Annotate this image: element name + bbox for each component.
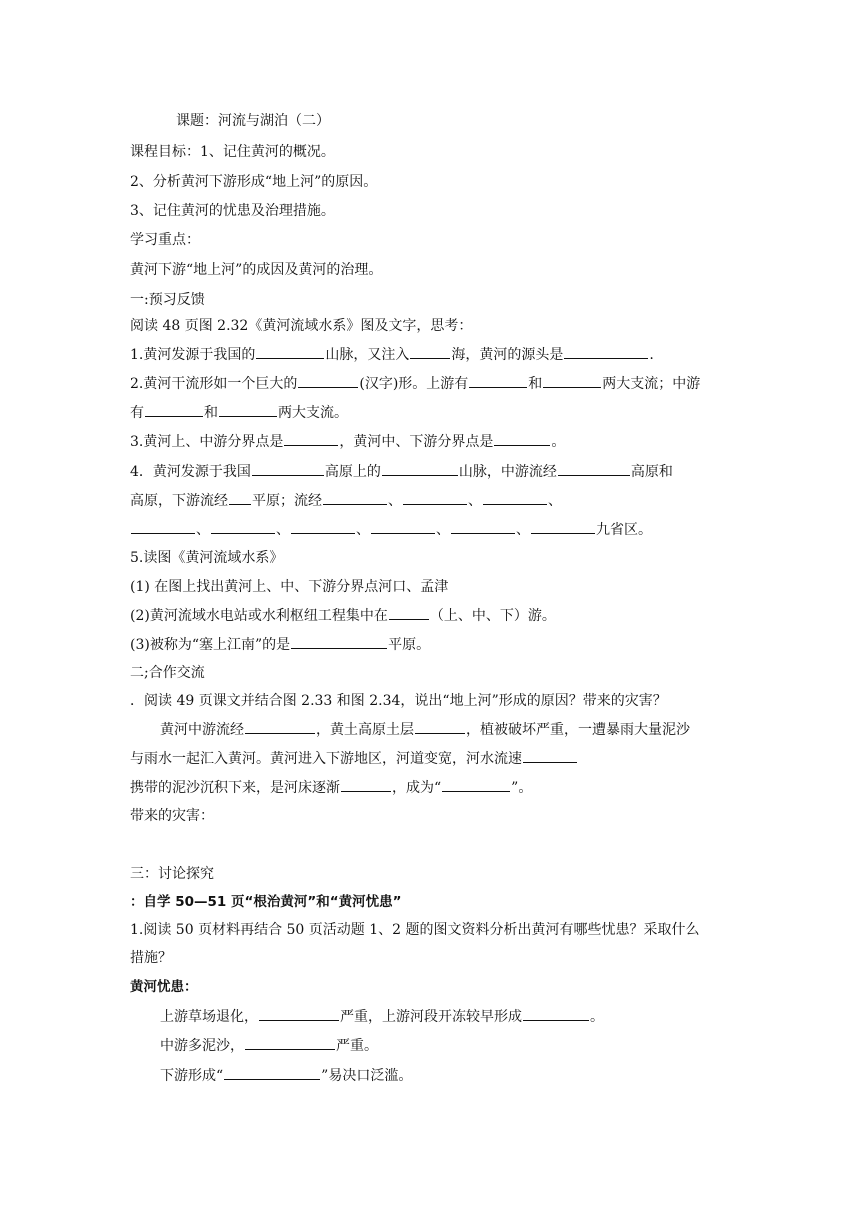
- answer-blank[interactable]: [245, 719, 315, 734]
- section-2-question: ．阅读 49 页课文并结合图 2.33 和图 2.34，说出“地上河”形成的原因？带来的灾害？: [130, 693, 667, 709]
- question-5: 5.读图《黄河流域水系》: [130, 550, 284, 566]
- answer-blank[interactable]: [131, 519, 195, 534]
- answer-blank[interactable]: [256, 344, 324, 359]
- answer-blank[interactable]: [543, 373, 601, 388]
- worry-label: 黄河忧患：: [130, 979, 198, 995]
- answer-blank[interactable]: [211, 519, 275, 534]
- answer-blank[interactable]: [389, 605, 429, 620]
- answer-blank[interactable]: [523, 1006, 589, 1021]
- answer-blank[interactable]: [451, 519, 515, 534]
- question-4-cont-2: 、 、 、 、 、 九省区。: [130, 519, 652, 539]
- page-title: 课题：河流与湖泊（二）: [176, 113, 330, 129]
- answer-blank[interactable]: [410, 344, 450, 359]
- question-4: 4．黄河发源于我国 高原上的 山脉，中游流经 高原和: [130, 461, 673, 481]
- focus-text: 黄河下游“地上河”的成因及黄河的治理。: [130, 262, 383, 278]
- answer-blank[interactable]: [229, 490, 251, 505]
- answer-blank[interactable]: [284, 431, 338, 446]
- answer-blank[interactable]: [298, 373, 358, 388]
- answer-blank[interactable]: [341, 777, 391, 792]
- answer-blank[interactable]: [382, 461, 458, 476]
- section-3-question-1-cont: 措施？: [130, 950, 172, 966]
- question-5-1: (1) 在图上找出黄河上、中、下游分界点河口、孟津: [130, 579, 449, 595]
- question-2-cont: 有 和 两大支流。: [130, 402, 348, 422]
- section-2-para-3: 携带的泥沙沉积下来，是河床逐渐 ，成为“ ”。: [130, 777, 532, 797]
- question-1: 1.黄河发源于我国的 山脉，又注入 海，黄河的源头是 .: [130, 344, 654, 364]
- answer-blank[interactable]: [291, 519, 355, 534]
- answer-blank[interactable]: [558, 461, 630, 476]
- answer-blank[interactable]: [415, 719, 465, 734]
- section-3-heading: 三：讨论探究: [130, 866, 214, 882]
- objective-3: 3、记住黄河的忧患及治理措施。: [130, 203, 335, 219]
- answer-blank[interactable]: [494, 431, 550, 446]
- objective-2: 2、分析黄河下游形成“地上河”的原因。: [130, 174, 378, 190]
- answer-blank[interactable]: [259, 1006, 339, 1021]
- answer-blank[interactable]: [245, 1035, 335, 1050]
- answer-blank[interactable]: [224, 1065, 320, 1080]
- question-3: 3.黄河上、中游分界点是 ，黄河中、下游分界点是 。: [130, 431, 565, 451]
- answer-blank[interactable]: [145, 402, 203, 417]
- answer-blank[interactable]: [323, 490, 387, 505]
- answer-blank[interactable]: [252, 461, 324, 476]
- section-2-para-1: 黄河中游流经 ，黄土高原土层 ，植被破坏严重，一遭暴雨大量泥沙: [160, 719, 690, 739]
- objective-1: 课程目标：1、记住黄河的概况。: [130, 144, 335, 160]
- worry-downstream: 下游形成“ ”易决口泛滥。: [160, 1065, 412, 1085]
- section-1-heading: 一:预习反馈: [130, 292, 205, 308]
- answer-blank[interactable]: [403, 490, 467, 505]
- answer-blank[interactable]: [564, 344, 648, 359]
- question-5-2: (2)黄河流域水电站或水利枢纽工程集中在 （上、中、下）游。: [130, 605, 556, 625]
- section-3-subheading: ：自学 50—51 页“根治黄河”和“黄河忧患”: [130, 894, 402, 910]
- worry-upstream: 上游草场退化， 严重，上游河段开冻较早形成 。: [160, 1006, 604, 1026]
- question-5-3: (3)被称为“塞上江南”的是 平原。: [130, 634, 430, 654]
- disaster-label: 带来的灾害：: [130, 808, 214, 824]
- answer-blank[interactable]: [523, 748, 577, 763]
- answer-blank[interactable]: [371, 519, 435, 534]
- focus-label: 学习重点：: [130, 232, 200, 248]
- answer-blank[interactable]: [483, 490, 547, 505]
- section-1-intro: 阅读 48 页图 2.32《黄河流域水系》图及文字，思考：: [130, 318, 473, 334]
- answer-blank[interactable]: [442, 777, 510, 792]
- answer-blank[interactable]: [219, 402, 277, 417]
- worry-midstream: 中游多泥沙， 严重。: [160, 1035, 378, 1055]
- section-2-para-2: 与雨水一起汇入黄河。黄河进入下游地区，河道变宽，河水流速: [130, 748, 578, 768]
- answer-blank[interactable]: [531, 519, 595, 534]
- question-4-cont-1: 高原，下游流经 平原；流经 、 、 、: [130, 490, 562, 510]
- answer-blank[interactable]: [291, 634, 387, 649]
- answer-blank[interactable]: [469, 373, 527, 388]
- question-2: 2.黄河干流形如一个巨大的 (汉字)形。上游有 和 两大支流；中游: [130, 373, 700, 393]
- section-2-heading: 二;合作交流: [130, 665, 205, 681]
- section-3-question-1: 1.阅读 50 页材料再结合 50 页活动题 1、2 题的图文资料分析出黄河有哪些忧患？采取什么: [130, 922, 700, 938]
